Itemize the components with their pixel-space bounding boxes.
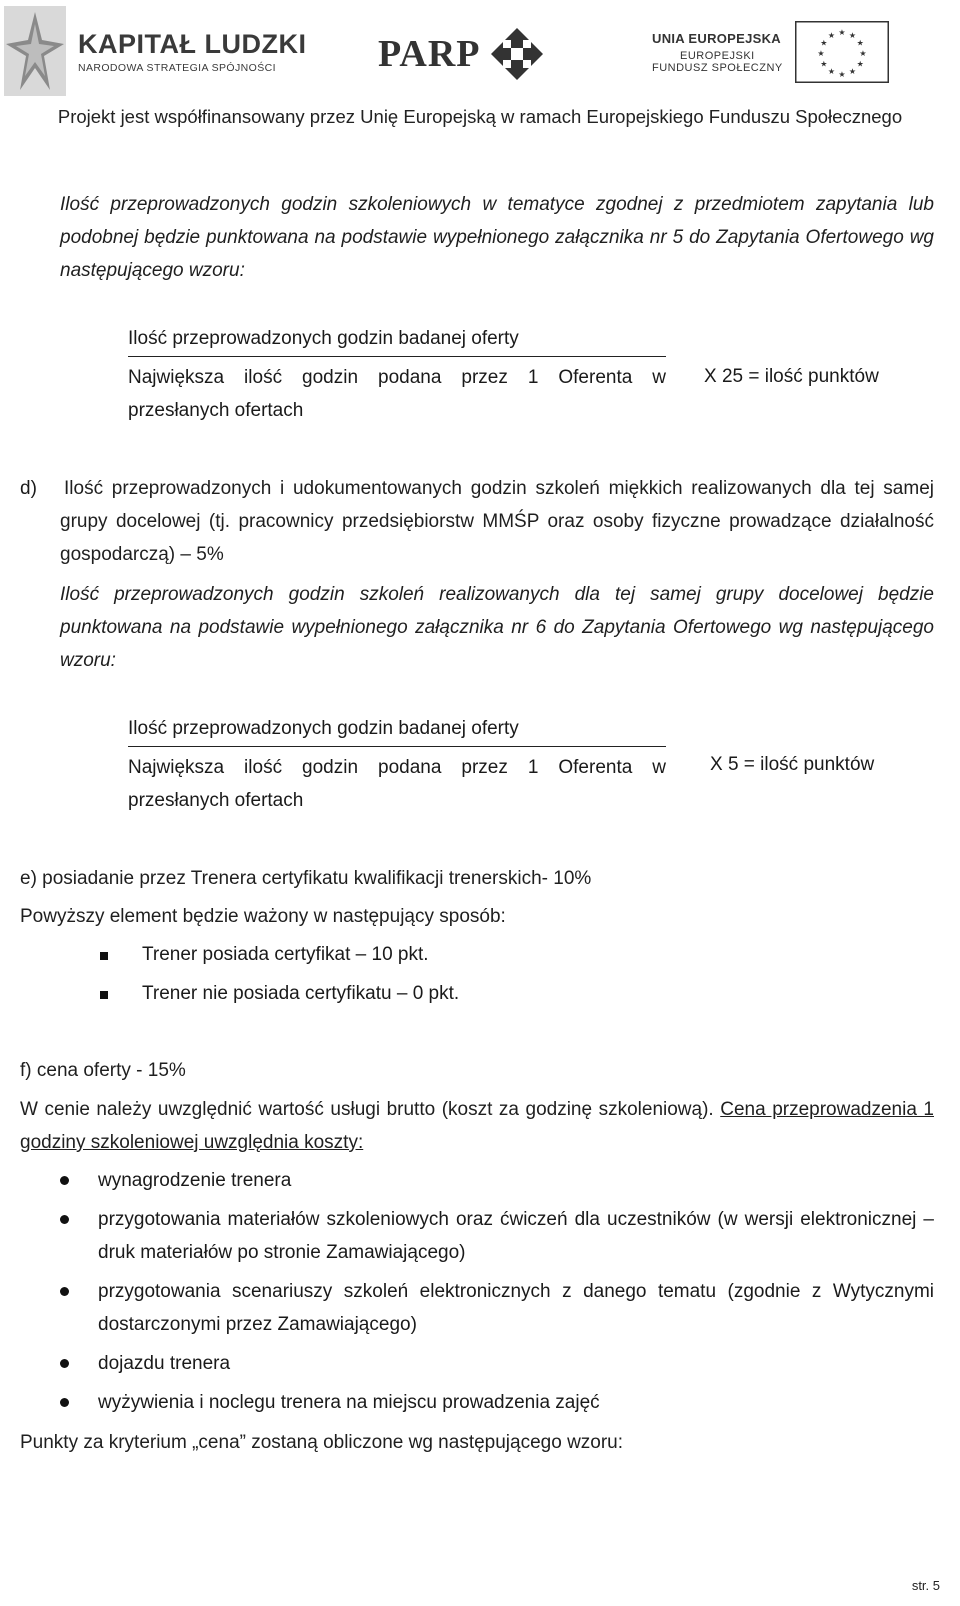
criterion-d-description: Ilość przeprowadzonych godzin szkoleń realizowanych dla tej samej grupy docelowej będzie punktowana na podstawie wypełnionego załącznika nr 6 do Zapytania Ofertowego wg następującego wzoru: (60, 584, 934, 671)
list-item-text: dojazdu trenera (98, 1353, 231, 1374)
list-item (100, 938, 429, 971)
list-item-text: wyżywienia i noclegu trenera na miejscu prowadzenia zajęć (98, 1392, 600, 1413)
list-item-text: przygotowania scenariuszy szkoleń elektronicznych z danego tematu (zgodnie z Wytycznymi dostarczonymi przez Zamawiającego) (98, 1281, 934, 1335)
cofinancing-notice: Projekt jest współfinansowany przez Unię Europejską w ramach Europejskiego Funduszu Społecznego (57, 106, 903, 127)
list-item (58, 1203, 934, 1269)
round-bullet-icon (58, 1164, 98, 1197)
formula-d-numerator: Ilość przeprowadzonych godzin badanej oferty (128, 712, 666, 747)
criterion-e-description: Powyższy element będzie ważony w następujący sposób: (20, 906, 506, 927)
criterion-e-heading: e) posiadanie przez Trenera certyfikatu kwalifikacji trenerskich- 10% (20, 868, 592, 889)
criterion-f-description-text: W cenie należy uwzględnić wartość usługi brutto (koszt za godzinę szkoleniową). (20, 1099, 721, 1120)
parp-logo (378, 24, 545, 84)
formula-c-result: X 25 = ilość punktów (704, 366, 879, 387)
round-bullet-icon (58, 1275, 98, 1341)
svg-text:★: ★ (848, 67, 856, 77)
formula-d-denominator: Największa ilość godzin podana przez 1 Oferenta w przesłanych ofertach (128, 757, 666, 811)
svg-text:★: ★ (856, 38, 864, 48)
criterion-f-heading: f) cena oferty - 15% (20, 1060, 186, 1081)
page-header (0, 0, 960, 140)
svg-text:★: ★ (817, 49, 825, 58)
list-item-text: wynagrodzenie trenera (98, 1170, 292, 1191)
eu-subtitle-2: FUNDUSZ SPOŁECZNY (652, 61, 783, 74)
svg-text:★: ★ (819, 59, 828, 69)
formula-c-numerator: Ilość przeprowadzonych godzin badanej oferty (128, 322, 666, 357)
square-bullet-icon (100, 991, 108, 999)
formula-d-fraction (128, 712, 666, 817)
square-bullet-icon (100, 952, 108, 960)
svg-text:★: ★ (838, 28, 846, 37)
criterion-d-heading: Ilość przeprowadzonych i udokumentowanych godzin szkoleń miękkich realizowanych dla tej samej grupy docelowej (tj. pracownicy przedsiębiorstw MMŚP oraz osoby fizyczne prowadzące działalność gospodarczą) – 5% (60, 478, 934, 565)
round-bullet-icon (58, 1386, 98, 1419)
list-item (100, 977, 459, 1010)
svg-text:★: ★ (859, 49, 867, 58)
eu-subtitle-1: EUROPEJSKI (680, 49, 755, 62)
formula-d-result: X 5 = ilość punktów (710, 754, 875, 775)
svg-text:★: ★ (838, 70, 846, 79)
criterion-d-label: d) (20, 478, 37, 499)
list-item (58, 1164, 934, 1197)
eu-title: UNIA EUROPEJSKA (652, 30, 781, 46)
svg-text:★: ★ (819, 38, 828, 48)
criterion-c-description: Ilość przeprowadzonych godzin szkoleniowych w tematyce zgodnej z przedmiotem zapytania lub podobnej będzie punktowana na podstawie wypełnionego załącznika nr 5 do Zapytania Ofertowego wg następującego wzoru: (60, 194, 934, 281)
parp-wordmark: PARP (378, 33, 481, 75)
criterion-f-description (20, 1093, 934, 1159)
svg-text:★: ★ (827, 67, 835, 77)
list-item-text: Trener nie posiada certyfikatu – 0 pkt. (142, 983, 460, 1004)
eu-logo (652, 20, 889, 84)
price-formula-intro: Punkty za kryterium „cena” zostaną obliczone wg następującego wzoru: (20, 1432, 624, 1453)
kapital-ludzki-subtitle: NARODOWA STRATEGIA SPÓJNOŚCI (78, 61, 276, 74)
round-bullet-icon (58, 1347, 98, 1380)
list-item (58, 1386, 934, 1419)
formula-c-fraction (128, 322, 666, 427)
formula-c-denominator: Największa ilość godzin podana przez 1 Oferenta w przesłanych ofertach (128, 367, 666, 421)
list-item-text: Trener posiada certyfikat – 10 pkt. (142, 944, 429, 965)
kapital-ludzki-title: KAPITAŁ LUDZKI (78, 28, 307, 59)
kapital-ludzki-star-icon (4, 6, 66, 96)
parp-arrows-icon (489, 26, 545, 82)
svg-text:★: ★ (848, 30, 856, 40)
list-item (58, 1275, 934, 1341)
criterion-f-cost-note: Cena przeprowadzenia 1 godziny szkoleniowej uwzględnia koszty: (20, 1099, 934, 1153)
list-item (58, 1347, 934, 1380)
round-bullet-icon (58, 1203, 98, 1269)
kapital-ludzki-logo (4, 6, 306, 96)
list-item-text: przygotowania materiałów szkoleniowych oraz ćwiczeń dla uczestników (w wersji elektronicznej – druk materiałów po stronie Zamawiającego) (98, 1209, 934, 1263)
svg-text:★: ★ (856, 59, 864, 69)
eu-flag-icon (795, 21, 889, 83)
svg-text:★: ★ (827, 30, 835, 40)
page-number: str. 5 (911, 1578, 940, 1593)
